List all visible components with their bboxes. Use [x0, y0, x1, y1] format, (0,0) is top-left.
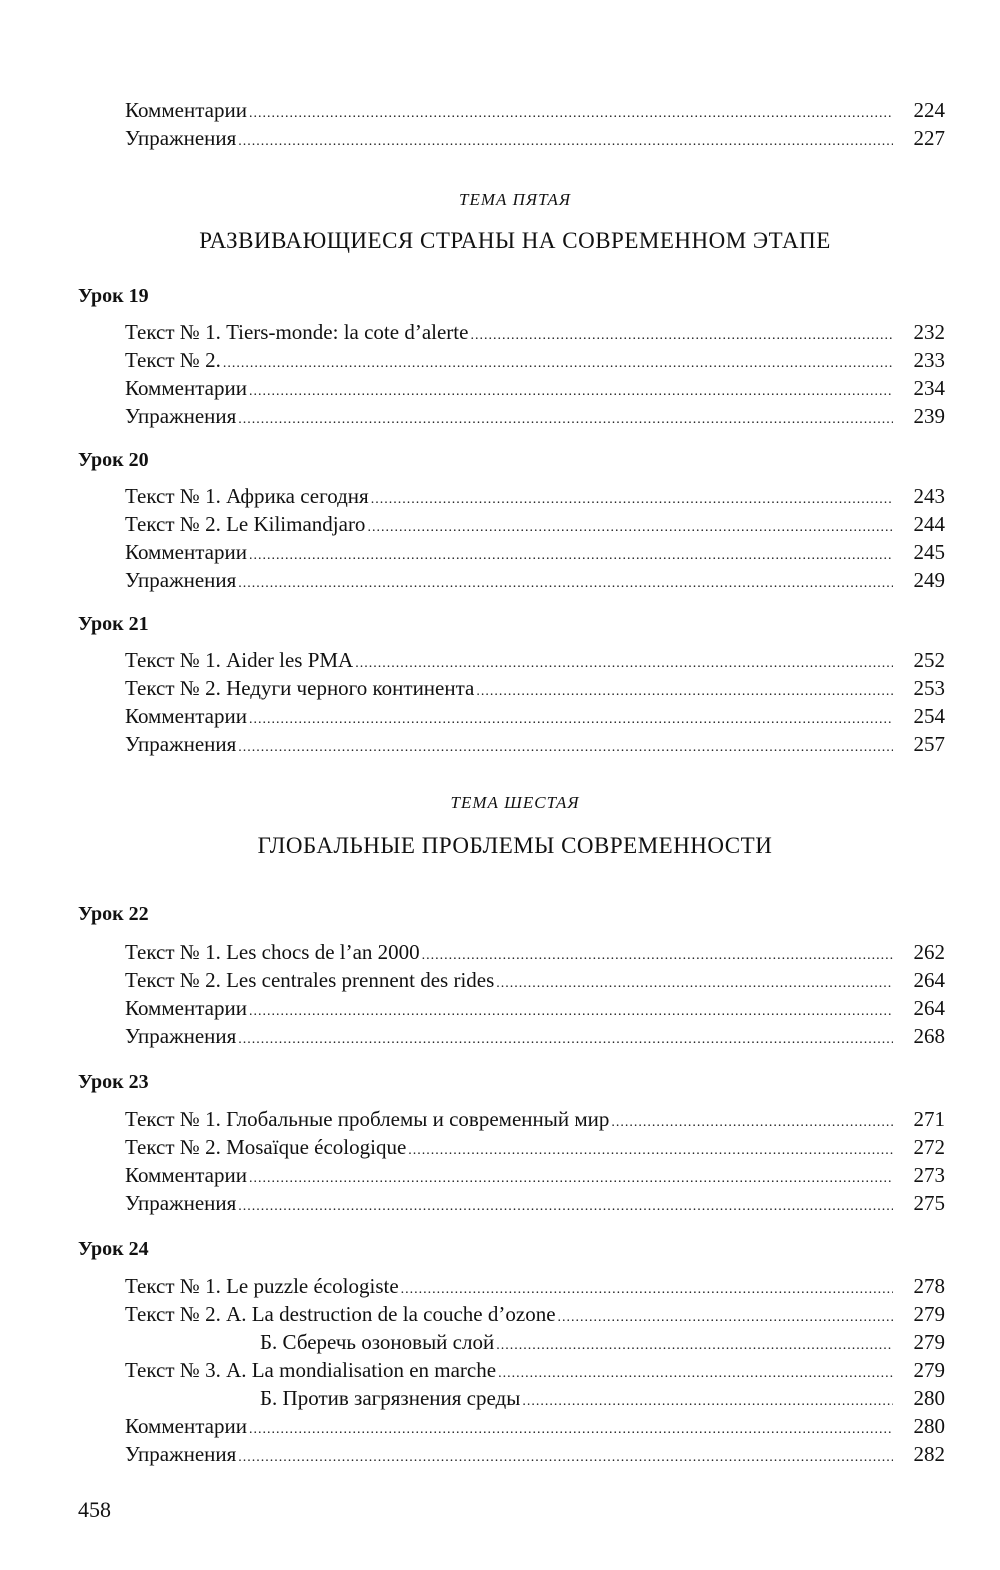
toc-entry-title: Комментарии [125, 540, 247, 564]
toc-entry [125, 1189, 945, 1217]
page-number: 458 [78, 1497, 111, 1522]
toc-entry [125, 1105, 945, 1133]
toc-entry-title: Б. Против загрязнения среды [260, 1386, 521, 1410]
toc-entry [125, 96, 945, 124]
theme-title: ГЛОБАЛЬНЫЕ ПРОБЛЕМЫ СОВРЕМЕННОСТИ [257, 833, 773, 858]
toc-entry-title: Упражнения [125, 126, 237, 150]
lesson-heading: Урок 19 [78, 285, 149, 307]
leader-dots [223, 350, 893, 378]
toc-entry [125, 938, 945, 966]
lesson-heading: Урок 23 [78, 1071, 149, 1093]
toc-entry-page: 232 [913, 320, 945, 344]
toc-entry-title: Текст № 2. Les centrales prennent des rides [125, 968, 495, 992]
leader-dots [611, 1109, 893, 1137]
toc-entry [125, 994, 945, 1022]
toc-entry [125, 1300, 945, 1328]
leader-dots [238, 128, 893, 156]
toc-entry-page: 245 [913, 540, 945, 564]
toc-entry-title: Текст № 1. Les chocs de l’an 2000 [125, 940, 420, 964]
toc-entry-page: 275 [913, 1191, 945, 1215]
toc-entry-page: 272 [913, 1135, 945, 1159]
toc-entry-title: Комментарии [125, 704, 247, 728]
leader-dots [371, 486, 893, 514]
toc-entry-title: Упражнения [125, 732, 237, 756]
toc-entry-page: 257 [913, 732, 945, 756]
leader-dots [496, 1332, 893, 1360]
toc-entry [125, 966, 945, 994]
toc-entry [125, 702, 945, 730]
toc-entry-page: 280 [913, 1386, 945, 1410]
toc-entry-title: Текст № 1. Le puzzle écologiste [125, 1274, 399, 1298]
toc-entry-page: 224 [913, 98, 945, 122]
toc-entry [125, 374, 945, 402]
leader-dots [249, 706, 893, 734]
toc-entry-title: Упражнения [125, 1191, 237, 1215]
toc-entry-page: 280 [913, 1414, 945, 1438]
toc-entry [125, 402, 945, 430]
leader-dots [408, 1137, 893, 1165]
toc-entry-title: Текст № 2. Недуги черного континента [125, 676, 475, 700]
toc-entry-title: Упражнения [125, 1442, 237, 1466]
leader-dots [238, 570, 893, 598]
toc-entry [125, 646, 945, 674]
leader-dots [558, 1304, 893, 1332]
toc-entry-title: Комментарии [125, 376, 247, 400]
toc-entry-title: Упражнения [125, 568, 237, 592]
toc-entry [125, 510, 945, 538]
toc-entry-page: 244 [913, 512, 945, 536]
leader-dots [238, 734, 893, 762]
toc-entry-title: Комментарии [125, 996, 247, 1020]
toc-entry [125, 730, 945, 758]
toc-entry [125, 566, 945, 594]
toc-entry-page: 253 [913, 676, 945, 700]
leader-dots [249, 1416, 893, 1444]
toc-entry-page: 279 [913, 1302, 945, 1326]
toc-entry [125, 1328, 945, 1356]
leader-dots [249, 378, 893, 406]
leader-dots [249, 998, 893, 1026]
leader-dots [522, 1388, 893, 1416]
leader-dots [498, 1360, 893, 1388]
toc-group-lesson-21 [125, 646, 945, 758]
toc-entry-page: 268 [913, 1024, 945, 1048]
toc-entry-title: Комментарии [125, 1163, 247, 1187]
leader-dots [249, 100, 893, 128]
toc-entry-page: 279 [913, 1330, 945, 1354]
toc-group-lesson-22 [125, 938, 945, 1050]
toc-entry-title: Упражнения [125, 1024, 237, 1048]
toc-entry-title: Текст № 1. Глобальные проблемы и современный мир [125, 1107, 610, 1131]
toc-entry [125, 1356, 945, 1384]
toc-entry-page: 252 [913, 648, 945, 672]
toc-entry-page: 271 [913, 1107, 945, 1131]
toc-entry [125, 318, 945, 346]
toc-group-lesson-24 [125, 1272, 945, 1468]
toc-entry-title: Текст № 2. А. La destruction de la couche d’ozone [125, 1302, 556, 1326]
toc-group-lesson-20 [125, 482, 945, 594]
toc-entry [125, 1272, 945, 1300]
toc-entry [125, 1412, 945, 1440]
toc-entry-page: 282 [913, 1442, 945, 1466]
leader-dots [249, 542, 893, 570]
leader-dots [470, 322, 893, 350]
toc-entry-title: Текст № 2. Mosaïque écologique [125, 1135, 407, 1159]
toc-entry-page: 233 [913, 348, 945, 372]
leader-dots [238, 1026, 893, 1054]
toc-entry-title: Б. Сберечь озоновый слой [260, 1330, 495, 1354]
toc-entry-page: 264 [913, 968, 945, 992]
toc-group-top [125, 96, 945, 152]
toc-entry-page: 264 [913, 996, 945, 1020]
toc-entry-page: 239 [913, 404, 945, 428]
toc-entry-page: 249 [913, 568, 945, 592]
toc-entry [125, 124, 945, 152]
toc-entry-page: 234 [913, 376, 945, 400]
lesson-heading: Урок 21 [78, 613, 149, 635]
toc-entry [125, 1384, 945, 1412]
toc-entry-page: 278 [913, 1274, 945, 1298]
leader-dots [249, 1165, 893, 1193]
toc-entry-title: Комментарии [125, 98, 247, 122]
toc-entry-page: 262 [913, 940, 945, 964]
toc-group-lesson-19 [125, 318, 945, 430]
toc-entry-title: Текст № 2. [125, 348, 221, 372]
toc-group-lesson-23 [125, 1105, 945, 1217]
leader-dots [238, 1193, 893, 1221]
toc-entry [125, 1133, 945, 1161]
toc-entry-title: Комментарии [125, 1414, 247, 1438]
toc-entry [125, 1022, 945, 1050]
theme-label: ТЕМА ШЕСТАЯ [450, 793, 580, 812]
toc-entry-title: Текст № 1. Африка сегодня [125, 484, 369, 508]
toc-entry-title: Текст № 2. Le Kilimandjaro [125, 512, 366, 536]
leader-dots [238, 1444, 893, 1472]
toc-entry-title: Упражнения [125, 404, 237, 428]
leader-dots [496, 970, 893, 998]
toc-entry-title: Текст № 1. Tiers-monde: la cote d’alerte [125, 320, 469, 344]
toc-entry-title: Текст № 3. А. La mondialisation en marche [125, 1358, 497, 1382]
toc-entry [125, 346, 945, 374]
lesson-heading: Урок 24 [78, 1238, 149, 1260]
toc-entry [125, 538, 945, 566]
toc-entry-page: 273 [913, 1163, 945, 1187]
toc-entry [125, 482, 945, 510]
toc-entry-title: Текст № 1. Aider les PMA [125, 648, 354, 672]
toc-entry [125, 1440, 945, 1468]
toc-entry-page: 243 [913, 484, 945, 508]
lesson-heading: Урок 22 [78, 903, 149, 925]
leader-dots [476, 678, 893, 706]
leader-dots [238, 406, 893, 434]
leader-dots [367, 514, 893, 542]
toc-entry-page: 227 [913, 126, 945, 150]
theme-title: РАЗВИВАЮЩИЕСЯ СТРАНЫ НА СОВРЕМЕННОМ ЭТАПЕ [199, 228, 831, 253]
lesson-heading: Урок 20 [78, 449, 149, 471]
toc-entry-page: 254 [913, 704, 945, 728]
toc-entry [125, 674, 945, 702]
toc-entry [125, 1161, 945, 1189]
theme-label: ТЕМА ПЯТАЯ [458, 190, 572, 209]
toc-entry-page: 279 [913, 1358, 945, 1382]
